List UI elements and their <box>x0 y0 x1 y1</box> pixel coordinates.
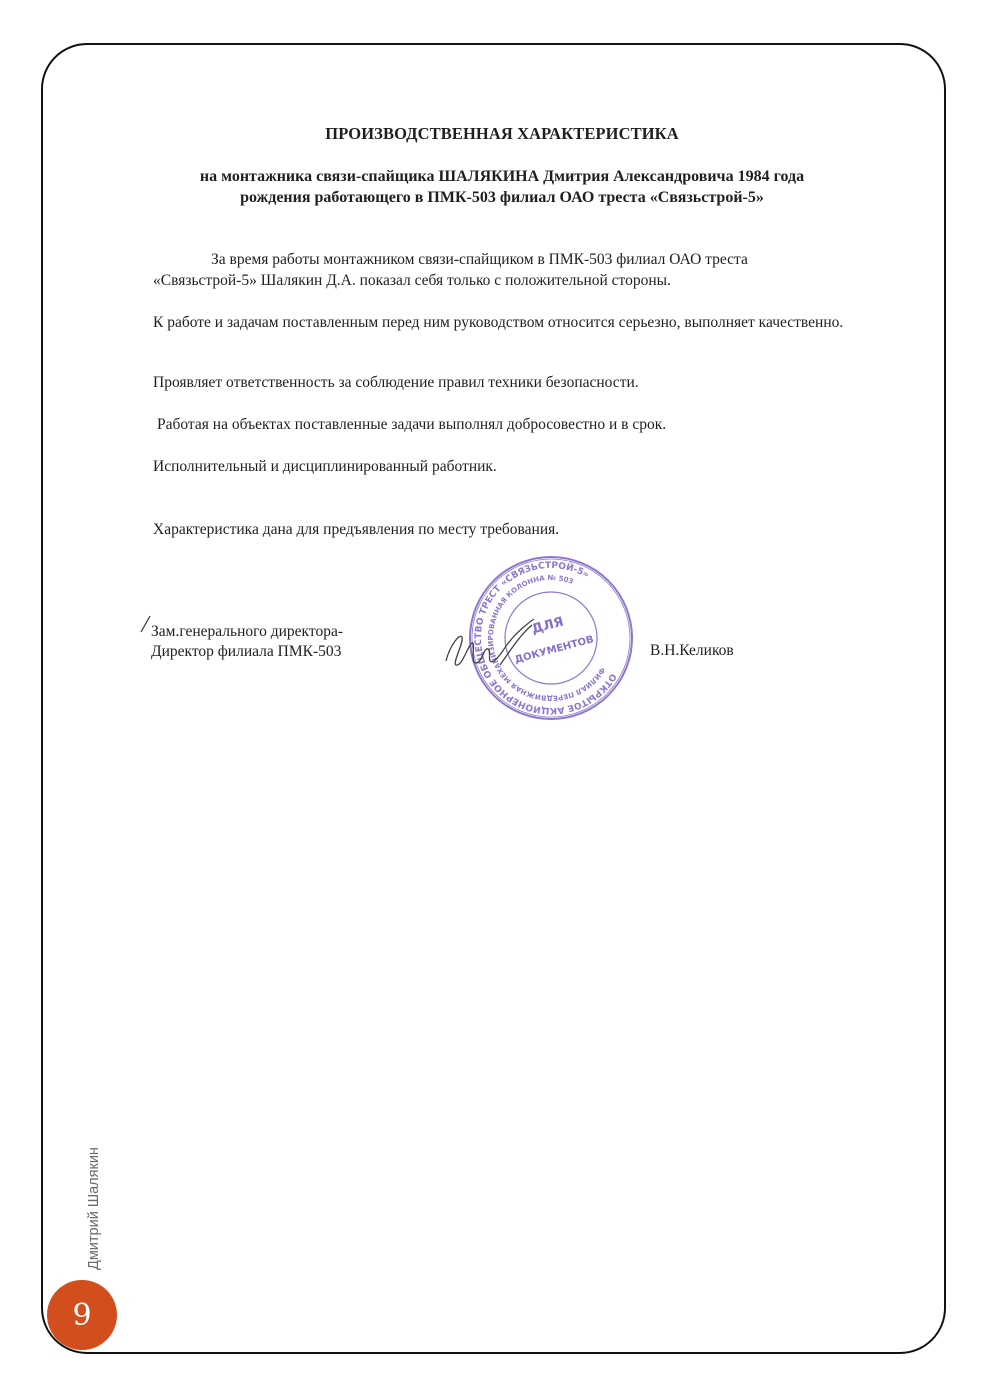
paragraph: Работая на объектах поставленные задачи выполнял добросовестно и в срок. <box>157 416 667 433</box>
signatory-role-line-1: Зам.генерального директора- <box>151 623 343 640</box>
author-name-vertical: Дмитрий Шалякин <box>86 1147 102 1270</box>
page-number-badge: 9 <box>47 1280 117 1350</box>
subtitle-line-2: рождения работающего в ПМК-503 филиал ОАО треста «Связьстрой-5» <box>240 189 764 206</box>
stamp-outer-text: ОТКРЫТОЕ АКЦИОНЕРНОЕ ОБЩЕСТВО ТРЕСТ «СВЯЗЬСТРОЙ-5» <box>473 560 618 716</box>
document-title: ПРОИЗВОДСТВЕННАЯ ХАРАКТЕРИСТИКА <box>325 124 679 143</box>
handwritten-signature <box>440 615 550 675</box>
paragraph: Исполнительный и дисциплинированный работник. <box>153 458 497 475</box>
paragraph: Проявляет ответственность за соблюдение правил техники безопасности. <box>153 374 639 391</box>
paragraph: За время работы монтажником связи-спайщиком в ПМК-503 филиал ОАО треста «Связьстрой-5» Шалякин Д.А. показал себя только с положительной стороны. <box>153 251 748 289</box>
signatory-role-line-2: Директор филиала ПМК-503 <box>151 643 342 660</box>
paragraph: К работе и задачам поставленным перед ним руководством относится серьезно, выполняет качественно. <box>153 314 844 331</box>
signatory-name: В.Н.Келиков <box>650 642 734 659</box>
stamp-center-line-2: ДОКУМЕНТОВ <box>513 634 595 666</box>
stamp-center-line-1: ДЛЯ <box>530 614 566 638</box>
stamp-inner-text: ФИЛИАЛ ПЕРЕДВИЖНАЯ МЕХАНИЗИРОВАННАЯ КОЛОННА № 503 <box>486 573 607 703</box>
paragraph: Характеристика дана для предъявления по месту требования. <box>153 521 560 538</box>
signatory-role <box>151 622 343 662</box>
subtitle-line-1: на монтажника связи-спайщика ШАЛЯКИНА Дмитрия Александровича 1984 года <box>199 168 805 185</box>
document-subtitle <box>0 166 990 208</box>
